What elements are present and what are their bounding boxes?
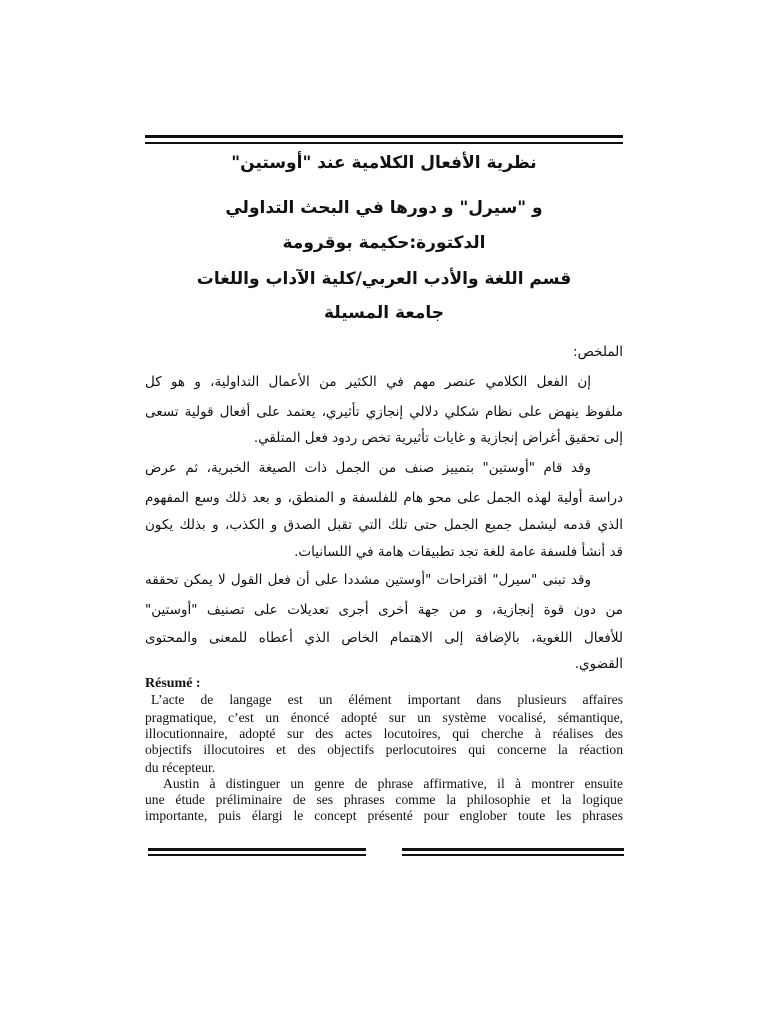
arabic-abstract-line: وقد تبنى "سيرل" اقتراحات "أوستين مشددا على أن فعل القول لا يمكن تحققه xyxy=(145,572,591,588)
arabic-abstract-line: من دون قوة إنجازية، و من جهة أخرى أجرى تعديلات على تصنيف "أوستين" xyxy=(145,602,623,618)
arabic-abstract-line: إن الفعل الكلامي عنصر مهم في الكثير من الأعمال التداولية، و هو كل xyxy=(145,374,591,390)
french-resume-line: objectifs illocutoires et des objectifs perlocutoires qui concerne la réaction xyxy=(145,742,623,757)
author-university: جامعة المسيلة xyxy=(323,303,445,323)
arabic-abstract-line: وقد قام "أوستين" بتمييز صنف من الجمل ذات الصيغة الخبرية، ثم عرض xyxy=(145,460,591,476)
bottom-double-rule-left xyxy=(148,848,366,856)
french-resume-line: une étude préliminaire de ses phrases comme la philosophie et la logique xyxy=(145,792,623,807)
arabic-abstract-line: الذي قدمه ليشمل جميع الجمل حتى تلك التي تقبل الصدق و الكذب، و بذلك يكون xyxy=(145,517,623,533)
french-resume-line: pragmatique, c’est un énoncé adopté sur un système vocalisé, sémantique, xyxy=(145,710,623,725)
paper-title-line-2: و "سيرل" و دورها في البحث التداولي xyxy=(225,198,543,218)
bottom-double-rule-right xyxy=(402,848,624,856)
french-resume-line: importante, puis élargi le concept présenté pour englober toute les phrases xyxy=(145,808,623,823)
french-resume-heading: Résumé : xyxy=(145,676,201,691)
french-resume-line: illocutionnaire, adopté sur des actes locutoires, qui cherche à réalises des xyxy=(145,726,623,741)
arabic-abstract-line: قد أنشأ فلسفة عامة للغة تجد تطبيقات هامة في اللسانيات. xyxy=(294,544,623,560)
arabic-abstract-line: دراسة أولية لهذه الجمل على محو هام للفلسفة و المنطق، و بعد ذلك وسع المفهوم xyxy=(145,490,623,506)
paper-title-line-1: نظرية الأفعال الكلامية عند "أوستين" xyxy=(231,153,537,173)
arabic-abstract-heading: الملخص: xyxy=(573,344,623,360)
french-resume-line: du récepteur. xyxy=(145,760,216,775)
author-name: الدكتورة:حكيمة بوقرومة xyxy=(282,233,486,253)
arabic-abstract-line: للأفعال اللغوية، بالإضافة إلى الاهتمام الخاص الذي أعطاه للمعنى والمحتوى xyxy=(145,630,623,646)
arabic-abstract-line: ملفوظ ينهض على نظام شكلي دلالي إنجازي تأثيري، يعتمد على أفعال قولية تسعى xyxy=(145,404,623,420)
french-resume-line: Austin à distinguer un genre de phrase affirmative, il à montrer ensuite xyxy=(163,776,623,791)
top-double-rule xyxy=(145,135,623,144)
arabic-abstract-line: القضوي. xyxy=(574,656,623,672)
french-resume-line: L’acte de langage est un élément important dans plusieurs affaires xyxy=(151,692,623,707)
arabic-abstract-line: إلى تحقيق أغراض إنجازية و غايات تأثيرية تخص ردود فعل المتلقي. xyxy=(253,430,623,446)
author-department: قسم اللغة والأدب العربي/كلية الآداب واللغات xyxy=(196,269,572,289)
